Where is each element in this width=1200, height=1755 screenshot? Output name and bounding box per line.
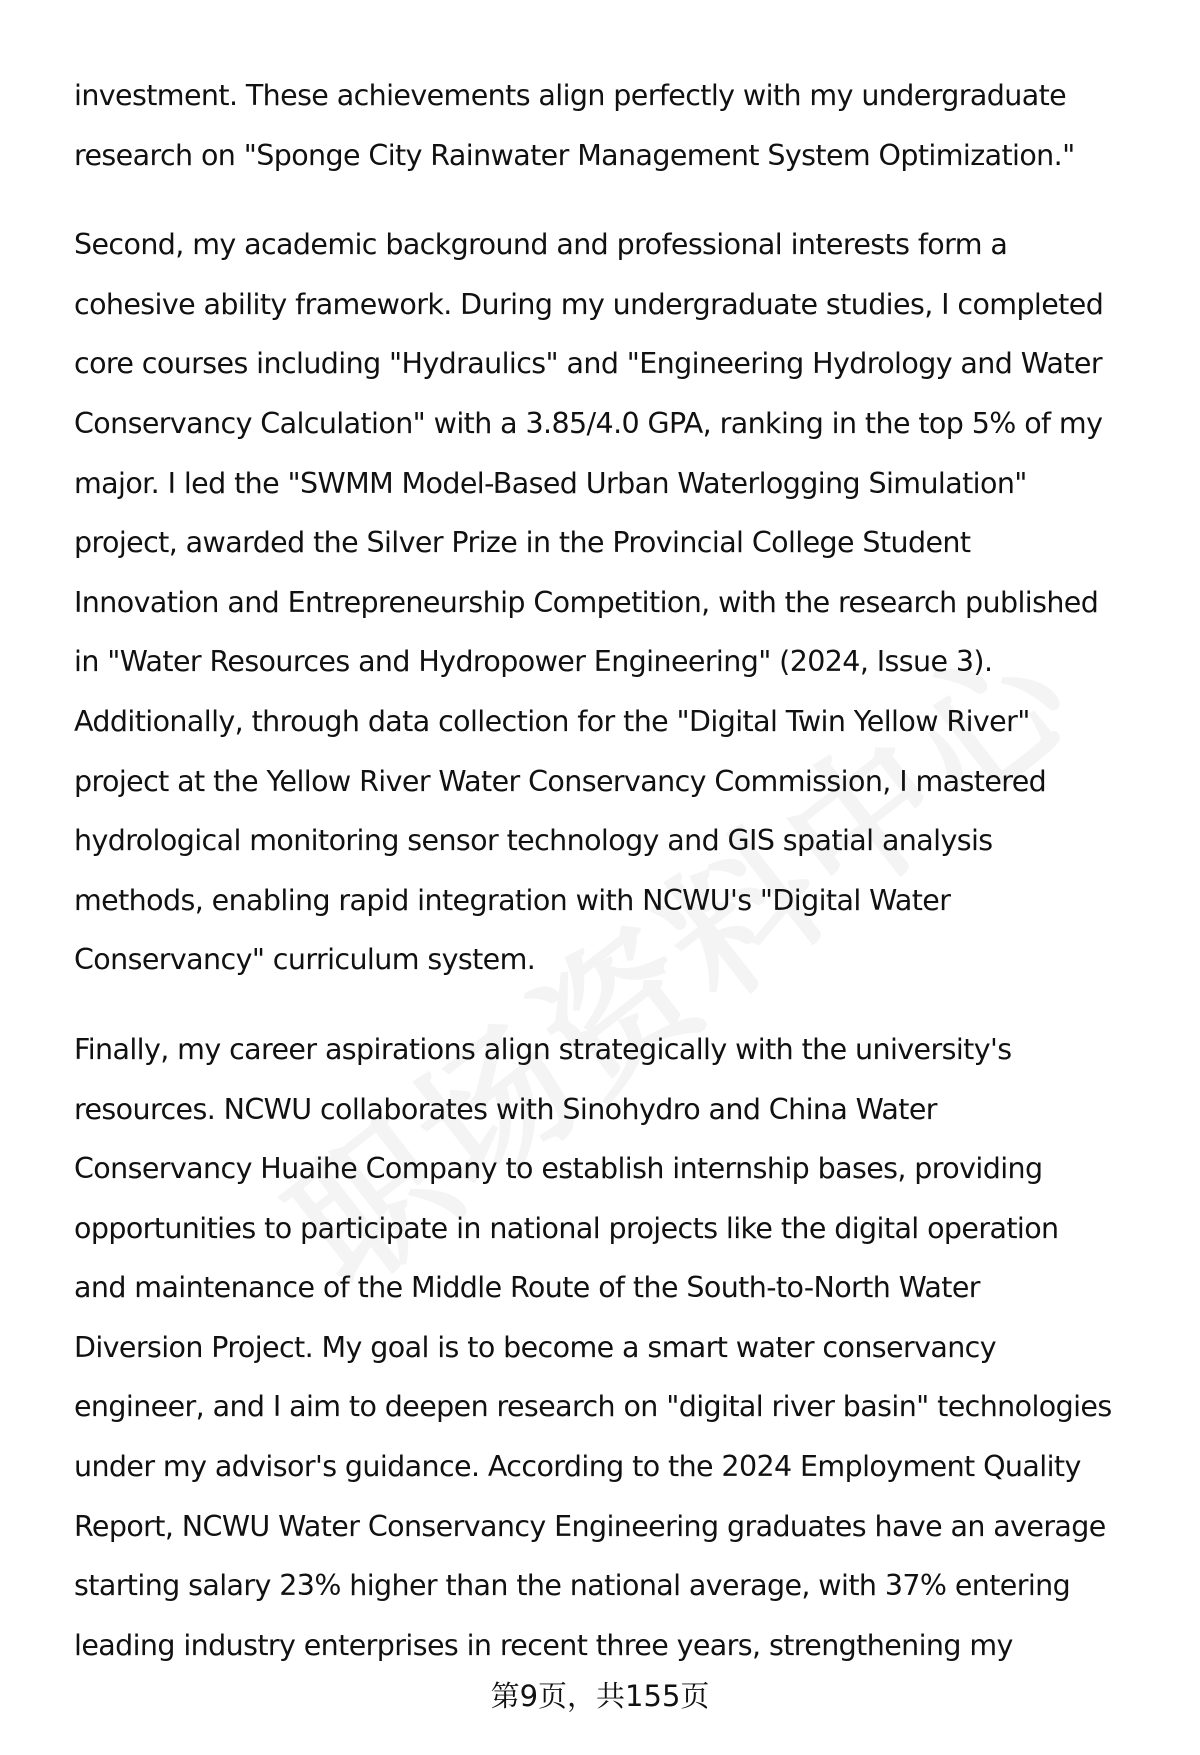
- text-line: leading industry enterprises in recent three years, strengthening my: [74, 1628, 1013, 1662]
- text-line: Diversion Project. My goal is to become a smart water conservancy: [74, 1330, 997, 1364]
- text-line: hydrological monitoring sensor technology and GIS spatial analysis: [74, 824, 993, 858]
- text-line: Innovation and Entrepreneurship Competition, with the research published: [74, 585, 1099, 619]
- text-line: Report, NCWU Water Conservancy Engineering graduates have an average: [74, 1509, 1106, 1543]
- paragraph-gap: [74, 990, 1154, 1020]
- paragraph-1: [74, 66, 1154, 185]
- text-line: starting salary 23% higher than the national average, with 37% entering: [74, 1569, 1071, 1603]
- text-line: Conservancy Calculation" with a 3.85/4.0 GPA, ranking in the top 5% of my: [74, 406, 1103, 440]
- text-line: research on "Sponge City Rainwater Management System Optimization.": [74, 138, 1075, 172]
- document-body: [74, 66, 1154, 1675]
- text-line: Conservancy Huaihe Company to establish internship bases, providing: [74, 1152, 1043, 1186]
- text-line: major. I led the "SWMM Model-Based Urban Waterlogging Simulation": [74, 466, 1027, 500]
- text-line: project, awarded the Silver Prize in the Provincial College Student: [74, 526, 971, 560]
- text-line: Second, my academic background and professional interests form a: [74, 228, 1008, 262]
- page-number-footer: 第9页，共155页: [490, 1679, 710, 1713]
- text-line: engineer, and I aim to deepen research on "digital river basin" technologies: [74, 1390, 1112, 1424]
- paragraph-2: [74, 215, 1154, 990]
- text-line: investment. These achievements align perfectly with my undergraduate: [74, 79, 1067, 112]
- text-line: Finally, my career aspirations align strategically with the university's: [74, 1032, 1012, 1066]
- text-line: project at the Yellow River Water Conservancy Commission, I mastered: [74, 764, 1047, 798]
- text-line: Conservancy" curriculum system.: [74, 943, 536, 977]
- text-line: opportunities to participate in national projects like the digital operation: [74, 1211, 1059, 1245]
- text-line: core courses including "Hydraulics" and "Engineering Hydrology and Water: [74, 347, 1102, 381]
- text-line: resources. NCWU collaborates with Sinohydro and China Water: [74, 1092, 937, 1126]
- text-line: in "Water Resources and Hydropower Engineering" (2024, Issue 3).: [74, 645, 993, 679]
- text-line: methods, enabling rapid integration with NCWU's "Digital Water: [74, 883, 951, 917]
- text-line: under my advisor's guidance. According to the 2024 Employment Quality: [74, 1450, 1081, 1484]
- paragraph-3: [74, 1020, 1154, 1676]
- text-line: Additionally, through data collection for the "Digital Twin Yellow River": [74, 704, 1030, 738]
- text-line: and maintenance of the Middle Route of the South-to-North Water: [74, 1271, 980, 1305]
- paragraph-gap: [74, 185, 1154, 215]
- text-line: cohesive ability framework. During my undergraduate studies, I completed: [74, 287, 1104, 321]
